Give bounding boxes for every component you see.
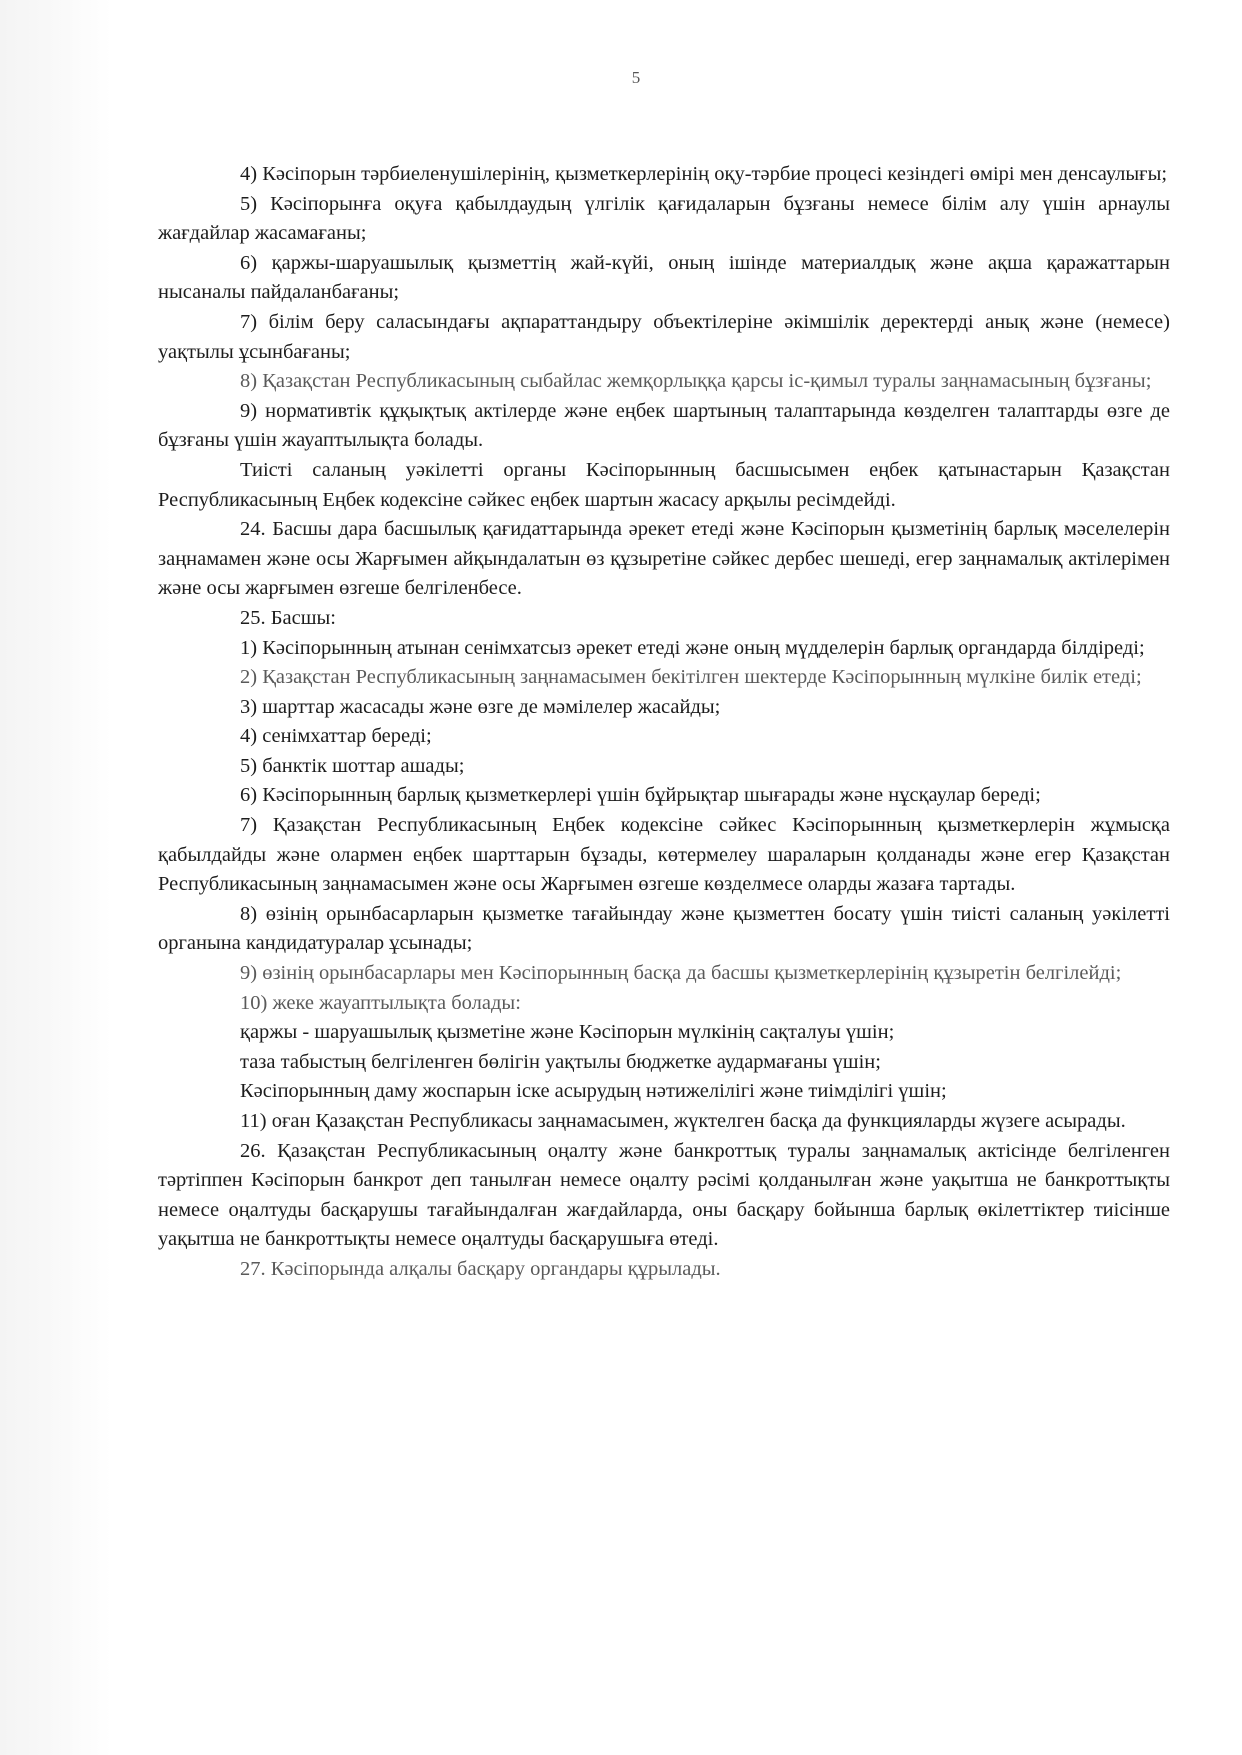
paragraph-25-item-10-sub-1: қаржы - шаруашылық қызметіне және Кәсіпорын мүлкінің сақталуы үшін; — [240, 1021, 895, 1044]
paragraph-clause-27: 27. Кәсіпорында алқалы басқару органдары құрылады. — [240, 1257, 721, 1280]
paragraph-clause-25-heading: 25. Басшы: — [240, 606, 336, 629]
paragraph-25-item-5: 5) банктік шоттар ашады; — [240, 754, 465, 777]
paragraph-25-item-8: 8) өзінің орынбасарларын қызметке тағайындау және қызметтен босату үшін тиісті саланың уәкілетті органына кандидатуралар ұсынады; — [158, 902, 1170, 955]
paragraph-clause-26: 26. Қазақстан Республикасының оңалту және банкроттық туралы заңнамалық актісінде белгіленген тәртіппен Кәсіпорын банкрот деп танылған немесе оңалту рәсімі қолданылған және уақытша не банкроттықты немесе оңалтуды басқарушы тағайындалған жағдайларда, оны басқару бойынша барлық өкілеттіктер тиісінше уақытша не банкроттықты немесе оңалтуды басқарушыға өтеді. — [158, 1139, 1170, 1251]
paragraph-item-7-informatization: 7) білім беру саласындағы ақпараттандыру объектілеріне әкімшілік деректерді анық және (немесе) уақтылы ұсынбағаны; — [158, 310, 1170, 363]
paragraph-clause-24: 24. Басшы дара басшылық қағидаттарында әрекет етеді және Кәсіпорын қызметінің барлық мәселелерін заңнамамен және осы Жарғымен айқындалатын өз құзыретіне сәйкес дербес шешеді, егер заңнамалық актілерімен және осы жарғымен өзгеше белгіленбесе. — [158, 518, 1170, 600]
paragraph-25-item-10-sub-3: Кәсіпорынның даму жоспарын іске асырудың нәтижелілігі және тиімділігі үшін; — [240, 1080, 947, 1103]
paragraph-item-6-finance: 6) қаржы-шаруашылық қызметтің жай-күйі, оның ішінде материалдық және ақша қаражаттарын нысаналы пайдаланбағаны; — [158, 251, 1170, 304]
paragraph-item-9-liability: 9) нормативтік құқықтық актілерде және еңбек шартының талаптарында көзделген талаптарды өзге де бұзғаны үшін жауаптылықта болады. — [158, 399, 1170, 452]
paragraph-item-8-anticorruption: 8) Қазақстан Республикасының сыбайлас жемқорлыққа қарсы іс-қимыл туралы заңнамасының бұзғаны; — [240, 370, 1152, 393]
paragraph-25-item-7: 7) Қазақстан Республикасының Еңбек кодексіне сәйкес Кәсіпорынның қызметкерлерін жұмысқа қабылдайды және олармен еңбек шарттарын бұзады, көтермелеу шараларын қолданады және егер Қазақстан Республикасының заңнамасымен және осы Жарғымен өзгеше көзделмесе оларды жазаға тартады. — [158, 814, 1170, 896]
paragraph-25-item-11: 11) оған Қазақстан Республикасы заңнамасымен, жүктелген басқа да функцияларды жүзеге асырады. — [240, 1110, 1126, 1132]
paragraph-25-item-1: 1) Кәсіпорынның атынан сенімхатсыз әрекет етеді және оның мүдделерін барлық органдарда білдіреді; — [240, 636, 1145, 659]
paragraph-item-4-health: 4) Кәсіпорын тәрбиеленушілерінің, қызметкерлерінің оқу-тәрбие процесі кезіндегі өмірі мен денсаулығы; — [240, 163, 1168, 185]
paragraph-25-item-10-sub-2: таза табыстың белгіленген бөлігін уақтылы бюджетке аудармағаны үшін; — [240, 1050, 881, 1073]
paragraph-25-item-9: 9) өзінің орынбасарлары мен Кәсіпорынның басқа да басшы қызметкерлерінің құзыретін белгілейді; — [240, 962, 1122, 985]
paragraph-25-item-4: 4) сенімхаттар береді; — [240, 725, 432, 748]
paragraph-25-item-10: 10) жеке жауаптылықта болады: — [240, 991, 521, 1014]
paragraph-item-5-admission-rules: 5) Кәсіпорынға оқуға қабылдаудың үлгілік қағидаларын бұзғаны немесе білім алу үшін арнаулы жағдайлар жасамағаны; — [158, 192, 1170, 245]
paragraph-25-item-6: 6) Кәсіпорынның барлық қызметкерлері үшін бұйрықтар шығарады және нұсқаулар береді; — [240, 784, 1041, 807]
paragraph-labor-relations: Тиісті саланың уәкілетті органы Кәсіпорынның басшысымен еңбек қатынастарын Қазақстан Республикасының Еңбек кодексіне сәйкес еңбек шартын жасасу арқылы ресімдейді. — [158, 458, 1170, 511]
document-body — [158, 160, 1170, 1285]
paragraph-25-item-3: 3) шарттар жасасады және өзге де мәмілелер жасайды; — [240, 695, 721, 718]
page-number: 5 — [631, 68, 641, 87]
paragraph-25-item-2: 2) Қазақстан Республикасының заңнамасымен бекітілген шектерде Кәсіпорынның мүлкіне билік етеді; — [240, 666, 1142, 689]
scan-shadow — [0, 0, 112, 1755]
